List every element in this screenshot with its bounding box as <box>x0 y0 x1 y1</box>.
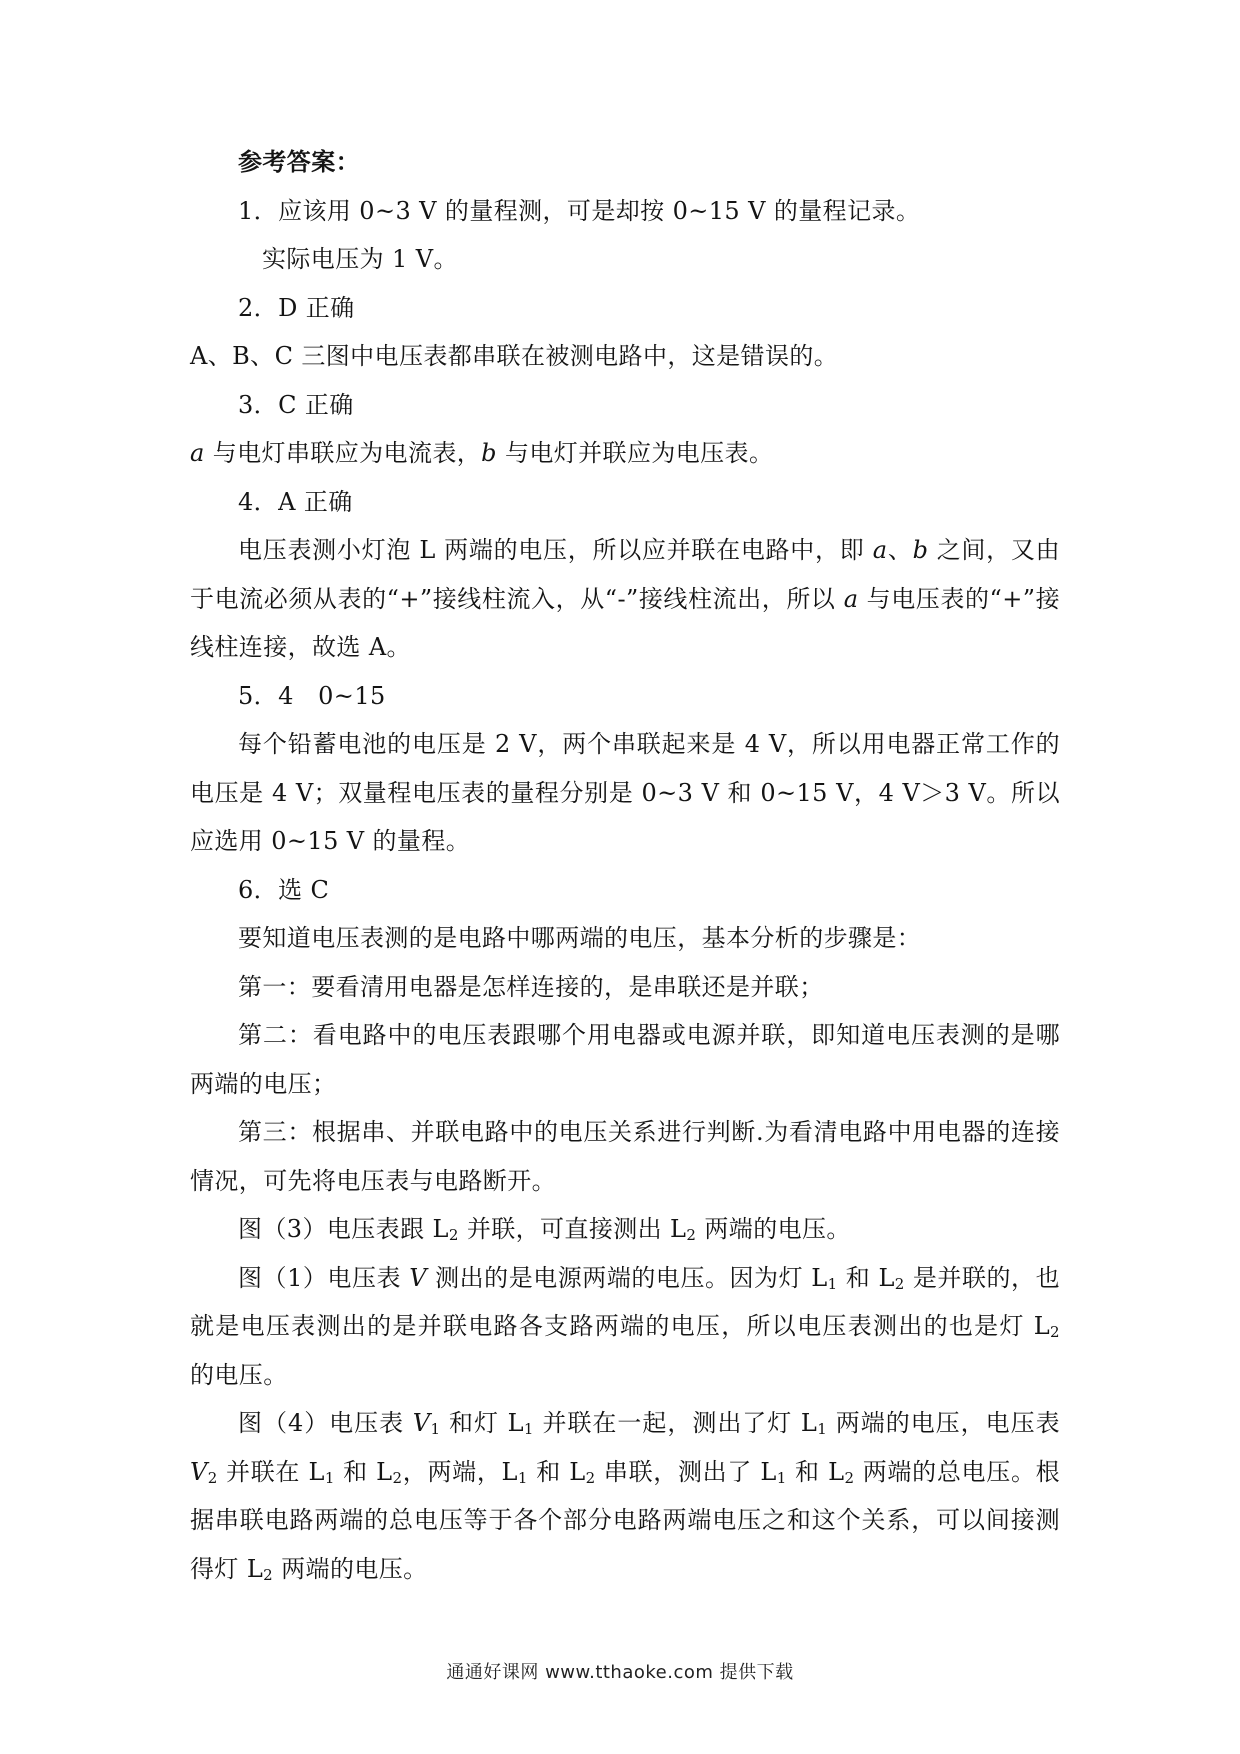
q1-answer: 1．应该用 0~3 V 的量程测，可是却按 0~15 V 的量程记录。 <box>238 196 921 225</box>
q3-explain: a 与电灯串联应为电流表，b 与电灯并联应为电压表。 <box>190 439 774 467</box>
page-footer: 通通好课网 www.tthaoke.com 提供下载 <box>446 1662 794 1683</box>
q6-step1: 第一：要看清用电器是怎样连接的，是串联还是并联； <box>238 972 824 1001</box>
q6-figure3: 图（3）电压表跟 $L_2$ 并联，可直接测出 $L_2$ 两端的电压。 <box>238 1215 851 1244</box>
q6-step2: 第二：看电路中的电压表跟哪个用电器或电源并联，即知道电压表测的是哪两端的电压； <box>190 1021 1060 1098</box>
q3-answer: 3．C 正确 <box>238 390 354 419</box>
q6-figure1: 图（1）电压表 V 测出的是电源两端的电压。因为灯 $L_1$ 和 $L_2$ 是并联的，也就是电压表测出的是并联电路各支路两端的电压，所以电压表测出的也是灯 $L_2$ 的电压。 <box>190 1263 1060 1389</box>
q5-explain: 每个铅蓄电池的电压是 2 V，两个串联起来是 4 V，所以用电器正常工作的电压是 4 V；双量程电压表的量程分别是 0~3 V 和 0~15 V，4 V＞3 V。所以应选用 0~15 V 的量程。 <box>190 730 1060 855</box>
q6-step3: 第三：根据串、并联电路中的电压关系进行判断.为看清电路中用电器的连接情况，可先将电压表与电路断开。 <box>190 1118 1060 1195</box>
answer-title: 参考答案： <box>238 147 360 176</box>
q4-explain: 电压表测小灯泡 L 两端的电压，所以应并联在电路中，即 a、b 之间，又由于电流必须从表的“+”接线柱流入，从“-”接线柱流出，所以 a 与电压表的“+”接线柱连接，故选 A。 <box>190 536 1060 661</box>
q2-explain: A、B、C 三图中电压表都串联在被测电路中，这是错误的。 <box>190 342 839 370</box>
q6-figure4: 图（4）电压表 $V_1$ 和灯 $L_1$ 并联在一起，测出了灯 $L_1$ 两端的电压，电压表 $V_2$ 并联在 $L_1$ 和 $L_2$，两端，$L_1$ 和 $L_2$ 串联，测出了 $L_1$ 和 $L_2$ 两端的总电压。根据串联电路两端的总电压等于各个部分电路两端电压之和这个关系，可以间接测得灯 $L_2$ 两端的电压。 <box>190 1409 1061 1584</box>
q5-answer: 5．4 0~15 <box>238 681 386 710</box>
answer-body <box>190 138 1060 1593</box>
q1-explain: 实际电压为 1 V。 <box>262 245 458 273</box>
q6-intro: 要知道电压表测的是电路中哪两端的电压，基本分析的步骤是： <box>238 924 922 952</box>
q4-answer: 4．A 正确 <box>238 487 353 516</box>
q6-answer: 6．选 C <box>238 875 330 904</box>
q2-answer: 2．D 正确 <box>238 293 355 322</box>
